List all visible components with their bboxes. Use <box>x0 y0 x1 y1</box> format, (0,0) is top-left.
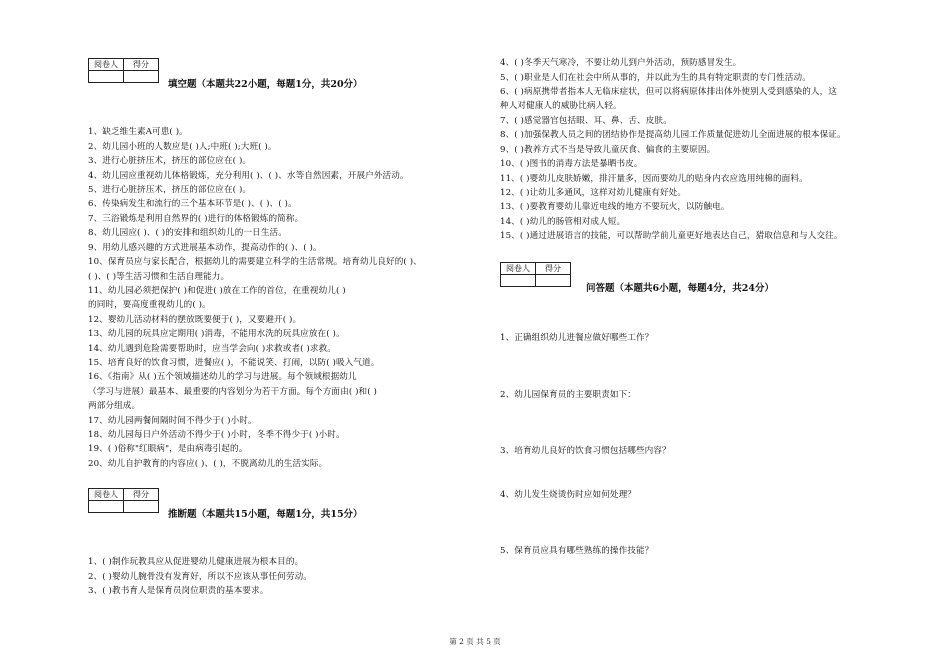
reviewer-label: 阅卷人 <box>89 489 124 501</box>
question-line: 20、幼儿自护教育的内容应( )、( )，不脱离幼儿的生活实际。 <box>88 459 328 469</box>
question-line: 2、( )婴幼儿腕骨没有发育好，所以不应该从事任何劳动。 <box>88 572 312 582</box>
question-line: 19、( )俗称"红眼病"，是由病毒引起的。 <box>88 444 248 454</box>
question-line: 4、幼儿园应重视幼儿体格锻炼，充分利用( )、( )、水等自然因素，开展户外活动。 <box>88 171 409 181</box>
score-box-judgement <box>88 488 159 513</box>
question-line: 6、传染病发生和流行的三个基本环节是( )、( )、( )。 <box>88 199 297 209</box>
qa-question: 5、保育员应具有哪些熟练的操作技能？ <box>500 546 654 556</box>
section-title-judgement: 推断题（本题共15小题，每题1分，共15分） <box>168 509 363 520</box>
question-line: 13、( )要教育婴幼儿靠近电线的地方不要玩火，以防触电。 <box>500 202 730 212</box>
question-line: 15、培育良好的饮食习惯，进餐应( )，不能说笑、打闹，以防( )吸入气道。 <box>88 358 380 368</box>
question-line: 16、《指南》从( )五个领域描述幼儿的学习与进展。每个领域根据幼儿 <box>88 372 357 382</box>
question-line: 7、( )感觉器官包括眼、耳、鼻、舌、皮肤。 <box>500 116 672 126</box>
question-line: 3、进行心脏挤压术，挤压的部位应在( )。 <box>88 156 252 166</box>
score-label: 得分 <box>124 59 159 71</box>
reviewer-label: 阅卷人 <box>89 59 124 71</box>
question-line: 4、( )冬季天气寒冷，不要让幼儿到户外活动，预防感冒发生。 <box>500 58 742 68</box>
page-footer: 第 2 页 共 5 页 <box>449 637 501 646</box>
score-box-fill-in <box>88 58 159 83</box>
score-cell[interactable] <box>124 501 159 513</box>
question-line: 1、( )制作玩教具应从促进婴幼儿健康进展为根本目的。 <box>88 557 304 567</box>
question-line: 11、幼儿园必须把保护( )和促进( )放在工作的首位，在重视幼儿( ) <box>88 286 346 296</box>
qa-question: 4、幼儿发生烧烫伤时应如何处理？ <box>500 490 636 500</box>
question-line: 12、( )让幼儿多通风，这样对幼儿健康有好处。 <box>500 188 687 198</box>
section-title-fill-in: 填空题（本题共22小题，每题1分，共20分） <box>168 79 363 90</box>
question-line: 13、幼儿园的玩具应定期用( )消毒，不能用水洗的玩具应放在( )。 <box>88 329 345 339</box>
question-line: 18、幼儿园每日户外活动不得少于( )小时，冬季不得少于( )小时。 <box>88 430 345 440</box>
question-line: 1、缺乏维生素A可患( )。 <box>88 127 188 137</box>
question-line: 9、用幼儿感兴趣的方式进展基本动作，提高动作的( )、( )。 <box>88 243 322 253</box>
qa-question: 3、培育幼儿良好的饮食习惯包括哪些内容？ <box>500 446 671 456</box>
score-label: 得分 <box>536 263 571 275</box>
question-line: 14、幼儿遇到危险需要帮助时，应当学会向( )求救或者( )求救。 <box>88 344 336 354</box>
reviewer-cell[interactable] <box>89 71 124 83</box>
question-line: 11、( )婴幼儿皮肤娇嫩，排汗量多，因而要幼儿的贴身内衣应选用纯棉的面料。 <box>500 174 808 184</box>
reviewer-label: 阅卷人 <box>501 263 536 275</box>
qa-question: 1、正确组织幼儿进餐应做好哪些工作？ <box>500 333 654 343</box>
score-cell[interactable] <box>124 71 159 83</box>
reviewer-cell[interactable] <box>89 501 124 513</box>
question-line: 5、( )职业是人们在社会中所从事的，并以此为生的具有特定职责的专门性活动。 <box>500 73 811 83</box>
question-line: 10、( )图书的消毒方法是暴晒书皮。 <box>500 159 643 169</box>
question-line: （学习与进展）最基本、最重要的内容划分为若干方面。每个方面由( )和( ) <box>88 387 377 397</box>
question-line: 8、( )加强保教人员之间的团结协作是提高幼儿园工作质量促进幼儿全面进展的根本保证。 <box>500 130 846 140</box>
question-line: 两部分组成。 <box>88 401 141 411</box>
score-label: 得分 <box>124 489 159 501</box>
score-cell[interactable] <box>536 275 571 287</box>
question-line: 14、( )幼儿的肠管相对成人短。 <box>500 217 626 227</box>
question-line: 10、保育员应与家长配合，根据幼儿的需要建立科学的生活常规。培育幼儿良好的( )、 <box>88 257 422 267</box>
question-line: 3、( )教书育人是保育员岗位职责的基本要求。 <box>88 586 269 596</box>
section-title-qa: 问答题（本题共6小题，每题4分，共24分） <box>586 283 774 294</box>
question-line: 7、三浴锻炼是利用自然界的( )进行的体格锻炼的简称。 <box>88 214 304 224</box>
qa-question: 2、幼儿园保育员的主要职责如下： <box>500 390 636 400</box>
reviewer-cell[interactable] <box>501 275 536 287</box>
question-line: 17、幼儿园两餐间隔时间不得少于( )小时。 <box>88 416 257 426</box>
question-line: 5、进行心脏挤压术，挤压的部位应在( )。 <box>88 185 252 195</box>
question-line: 的同时，要高度重视幼儿的( )。 <box>88 300 211 310</box>
question-line: 种人对健康人的威胁比病人轻。 <box>500 101 622 111</box>
question-line: 9、( )教养方式不当是导致儿童厌食、偏食的主要原因。 <box>500 145 716 155</box>
question-line: 8、幼儿园应( )、( )的安排和组织幼儿的一日生活。 <box>88 228 287 238</box>
score-box-qa <box>500 262 571 287</box>
question-line: 12、婴幼儿活动材料的摆放既要便于( )，又要避开( )。 <box>88 315 302 325</box>
question-line: 2、幼儿园小班的人数应是( )人;中班( );大班( )。 <box>88 142 277 152</box>
question-line: 6、( )病原携带者指本人无临床症状，但可以将病原体排出体外使别人受到感染的人，这 <box>500 87 837 97</box>
question-line: 15、( )通过进展语言的技能，可以帮助学前儿童更好地表达自己，猎取信息和与人交往。 <box>500 231 843 241</box>
question-line: ( )、( )等生活习惯和生活自理能力。 <box>88 272 230 282</box>
